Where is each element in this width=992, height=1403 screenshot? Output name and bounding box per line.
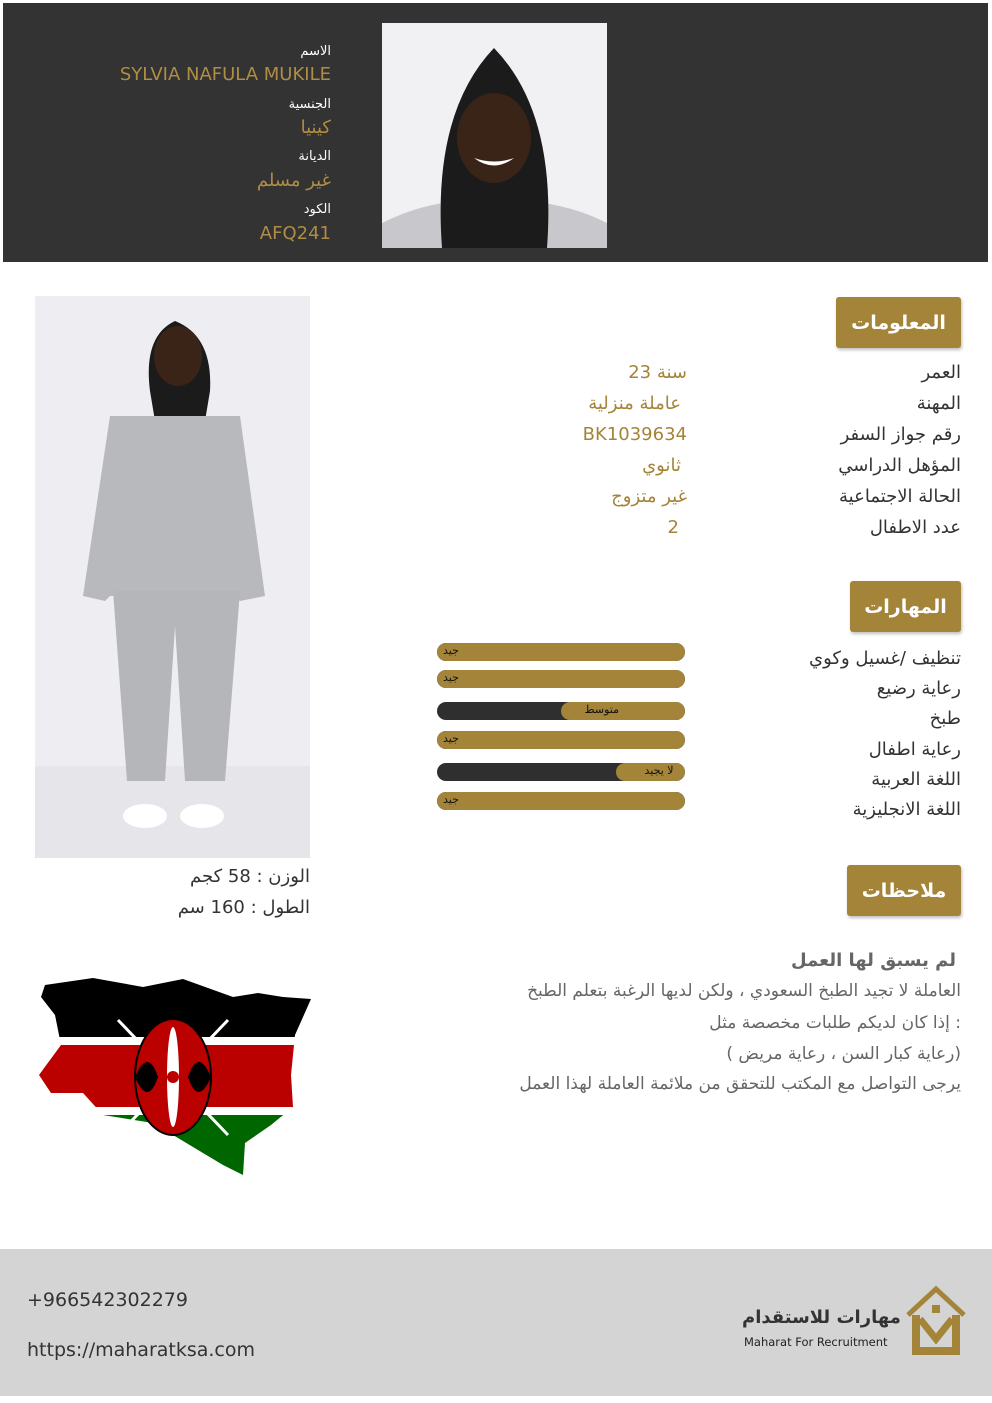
skill-level-text: جيد bbox=[443, 671, 459, 684]
education-value: ثانوي bbox=[642, 455, 681, 476]
skill-level-text: جيد bbox=[443, 732, 459, 745]
skill-level-fill bbox=[437, 670, 685, 688]
skill-level-bar bbox=[437, 763, 685, 781]
note-line: العاملة لا تجيد الطبخ السعودي ، ولكن لديها الرغبة بتعلم الطبخ bbox=[527, 981, 961, 1001]
full-body-photo bbox=[35, 296, 310, 858]
skill-label: تنظيف /غسيل وكوي bbox=[809, 648, 961, 669]
skill-level-bar bbox=[437, 792, 685, 810]
skill-level-text: جيد bbox=[443, 644, 459, 657]
skill-level-bar bbox=[437, 643, 685, 661]
name-label: الاسم bbox=[300, 44, 331, 59]
skill-level-text: متوسط bbox=[584, 703, 619, 716]
code-label: الكود bbox=[303, 202, 331, 217]
phone-number[interactable]: +966542302279 bbox=[27, 1289, 188, 1311]
skill-level-fill bbox=[561, 702, 685, 720]
skill-label: اللغة الانجليزية bbox=[852, 799, 961, 820]
profile-header bbox=[3, 3, 988, 262]
logo-arabic-text: مهارات للاستقدام bbox=[742, 1307, 901, 1328]
skill-level-fill bbox=[437, 792, 685, 810]
education-label: المؤهل الدراسي bbox=[838, 455, 961, 476]
header-fields bbox=[43, 41, 331, 251]
skill-level-text: جيد bbox=[443, 793, 459, 806]
skill-label: اللغة العربية bbox=[871, 769, 961, 790]
notes-section-title: ملاحظات bbox=[847, 865, 961, 916]
skill-label: طبخ bbox=[929, 708, 961, 729]
skill-label: رعاية رضيع bbox=[876, 678, 961, 699]
skill-level-bar bbox=[437, 702, 685, 720]
skill-level-bar bbox=[437, 670, 685, 688]
notes-heading: لم يسبق لها العمل bbox=[791, 950, 956, 971]
name-value: SYLVIA NAFULA MUKILE bbox=[119, 64, 331, 85]
passport-value: BK1039634 bbox=[582, 424, 687, 445]
kenya-flag-map-icon bbox=[33, 975, 313, 1180]
logo-house-icon bbox=[906, 1285, 966, 1359]
children-value: 2 bbox=[667, 517, 679, 538]
skill-label: رعاية اطفال bbox=[868, 739, 961, 760]
marital-status-label: الحالة الاجتماعية bbox=[839, 486, 961, 507]
skills-section-title: المهارات bbox=[850, 581, 961, 632]
note-line: ( رعاية كبار السن ، رعاية مريض) bbox=[726, 1044, 961, 1064]
note-line: يرجى التواصل مع المكتب للتحقق من ملائمة العاملة لهذا العمل bbox=[519, 1074, 961, 1094]
info-section-title: المعلومات bbox=[836, 297, 961, 348]
skill-level-fill bbox=[437, 731, 685, 749]
religion-value: غير مسلم bbox=[256, 170, 331, 191]
occupation-value: عاملة منزلية bbox=[588, 393, 681, 414]
skill-level-bar bbox=[437, 731, 685, 749]
passport-label: رقم جواز السفر bbox=[840, 424, 961, 445]
note-line: إذا كان لديكم طلبات مخصصة مثل : bbox=[709, 1013, 961, 1033]
occupation-label: المهنة bbox=[916, 393, 961, 414]
marital-status-value: غير متزوج bbox=[611, 486, 687, 507]
age-label: العمر bbox=[921, 362, 961, 383]
website-link[interactable]: https://maharatksa.com bbox=[27, 1339, 256, 1361]
logo-english-text: Maharat For Recruitment bbox=[744, 1335, 888, 1349]
portrait-photo bbox=[382, 23, 607, 248]
children-label: عدد الاطفال bbox=[869, 517, 961, 538]
company-logo bbox=[742, 1285, 970, 1361]
nationality-label: الجنسية bbox=[288, 97, 331, 112]
religion-label: الديانة bbox=[298, 149, 331, 164]
nationality-value: كينيا bbox=[300, 117, 331, 138]
age-value: 23 سنة bbox=[628, 362, 687, 383]
skill-level-text: لا يجيد bbox=[644, 764, 674, 777]
code-value: AFQ241 bbox=[259, 223, 331, 244]
footer bbox=[0, 1249, 992, 1396]
height-text: الطول : 160 سم bbox=[177, 897, 310, 918]
weight-text: الوزن : 58 كجم bbox=[190, 866, 310, 887]
skill-level-fill bbox=[437, 643, 685, 661]
